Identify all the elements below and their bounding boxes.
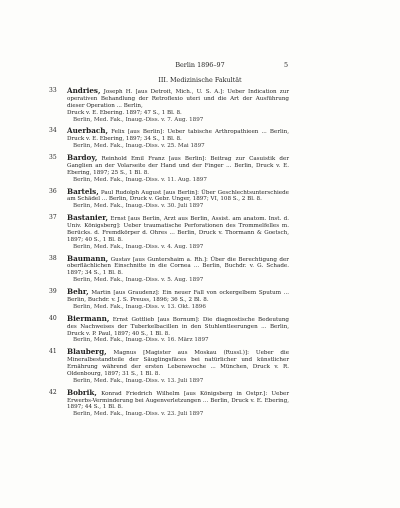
bibliography-entry [0,215,400,251]
entry-body [67,215,289,251]
entry-number: 41 [49,348,57,356]
bibliography-entry [0,186,400,211]
author-name: Blauberg, [67,347,107,357]
bibliography-entry [0,349,400,385]
dissertation-note: Berlin, Med. Fak., Inaug.-Diss. v. 13. Okt. 1896 [73,303,206,310]
dissertation-note: Berlin, Med. Fak., Inaug.-Diss. v. 23. Juli 1897 [73,411,204,418]
entry-number: 40 [49,314,57,322]
author-name: Bobrik, [67,387,97,397]
entry-body [67,289,289,311]
entry-number: 33 [49,87,57,94]
bibliography-entry [0,289,400,311]
entry-text: Magnus [Magister aus Moskau (Russl.)]: Ueber die Mineralbestandteile der Säuglingsfäces bei natürlicher und künstlicher Ernährung während der ersten Lebenswoche ... München, Druck v. R. Oldenbourg, 1897; 31 S., 1 Bl. 8. [67,350,290,377]
author-name: Baumann, [67,253,109,263]
bibliography-entry [0,387,400,419]
entry-text: Paul Rudolph August [aus Berlin]: Über Geschlechtsunterschiede am Schädel ... Berlin, Druck v. Gebr. Unger, 1897; VI, 108 S., 2 Bl. 8. [67,189,289,203]
entry-imprint: Druck v. E. Ebering. 1897; 47 S., 1 Bl. 8. [67,109,182,116]
running-head-title: Berlin 1896–97 [175,61,225,69]
dissertation-note: Berlin, Med. Fak., Inaug.-Diss. v. 16. März 1897 [73,337,209,344]
entry-list [0,88,400,423]
entry-text: Ernst Gottlieb [aus Bornum]: Die diagnostische Bedeutung des Nachweises der Tuberkelbacillen in den Stuhlentleerungen ... Berlin, Druck v. P. Paul, 1897; 40 S., 1 Bl. 8. [67,316,290,337]
bibliography-entry [0,88,400,124]
entry-body [67,253,289,285]
dissertation-note: Berlin, Med. Fak., Inaug.-Diss. v. 13. Juli 1897 [73,377,204,384]
entry-number: 37 [49,214,57,222]
author-name: Bastanier, [67,213,109,223]
dissertation-note: Berlin, Med. Fak., Inaug.-Diss. v. 11. Aug. 1897 [73,176,207,183]
entry-text: Felix [aus Berlin]: Ueber tabische Arthropathieen ... Berlin, Druck v. E. Ebering, 1897; 34 S., 1 Bl. 8. [67,129,289,143]
author-name: Behr, [67,287,89,297]
entry-body [67,387,289,419]
entry-text: Konrad Friedrich Wilhelm [aus Königsberg in Ostpr.]: Ueber Erwerbs-Verminderung bei Augenverletzungen ... Berlin, Druck v. E. Ebering, 1897; 44 S., 1 Bl. 8. [67,390,289,411]
dissertation-note: Berlin, Med. Fak., Inaug.-Diss. v. 4. Aug. 1897 [73,243,204,250]
dissertation-note: Berlin, Med. Fak., Inaug.-Diss. v. 25. Mai 1897 [73,143,205,150]
entry-number: 35 [49,154,57,162]
author-name: Bardoy, [67,153,98,163]
section-heading: III. Medizinische Fakultät [158,76,242,84]
entry-number: 42 [49,388,57,396]
entry-number: 34 [49,127,57,135]
entry-text: Ernst [aus Berlin, Arzt aus Berlin, Assist. am anatom. Inst. d. Univ. Königsberg]: Ueber traumatische Perforationen des Trommelfelles m. Berücks. d. Fremdkörper d. Ohres ... Berlin, Druck v. Thormann & Goetsch, 1897; 40 S., 1 Bl. 8. [67,216,290,243]
entry-body [67,186,289,211]
bibliography-entry [0,313,400,345]
entry-text: Joseph H. [aus Detroit, Mich., U. S. A.]: Ueber Indication zur operativen Behandlung der Retroflexio uteri und die Art der Ausführung dieser Operation ... Berlin, [67,89,290,109]
author-name: Bartels, [67,186,99,196]
dissertation-note: Berlin, Med. Fak., Inaug.-Diss. v. 30. Juli 1897 [73,203,204,210]
author-name: Andries, [67,86,101,95]
entry-text: Gustav [aus Guntershaim a. Rh.]: Über die Berechtigung der oberflächlichen Einschnitte in die Cornea ... Berlin, Buchdr. v. G. Schade. 1897; 34 S., 1 Bl. 8. [67,256,289,277]
bibliography-entry [0,253,400,285]
author-name: Biermann, [67,313,110,323]
entry-text: Reinhold Emil Franz [aus Berlin]: Beitrag zur Casuistik der Ganglien an der Volarseite der Hand und der Finger ... Berlin, Druck v. E. Ebering, 1897; 25 S., 1 Bl. 8. [67,156,289,176]
entry-number: 38 [49,254,57,262]
author-name: Auerbach, [67,126,108,136]
entry-text: Martin [aus Graudenz]: Ein neuer Fall von ockergelbem Sputum ... Berlin, Buchdr. v. J. S. Preuss, 1896; 36 S., 2 Bl. 8. [67,290,290,303]
entry-body [67,128,289,150]
entry-body [67,88,289,124]
bibliography-entry [0,128,400,150]
page-number: 5 [284,61,289,69]
entry-number: 36 [49,187,57,195]
bibliography-entry [0,155,400,184]
entry-body [67,313,290,345]
dissertation-note: Berlin, Med. Fak., Inaug.-Diss. v. 7. Aug. 1897 [73,116,204,123]
entry-body [67,349,289,385]
dissertation-note: Berlin, Med. Fak., Inaug.-Diss. v. 5. Aug. 1897 [73,277,204,284]
entry-body [67,155,289,184]
entry-number: 39 [49,288,57,296]
